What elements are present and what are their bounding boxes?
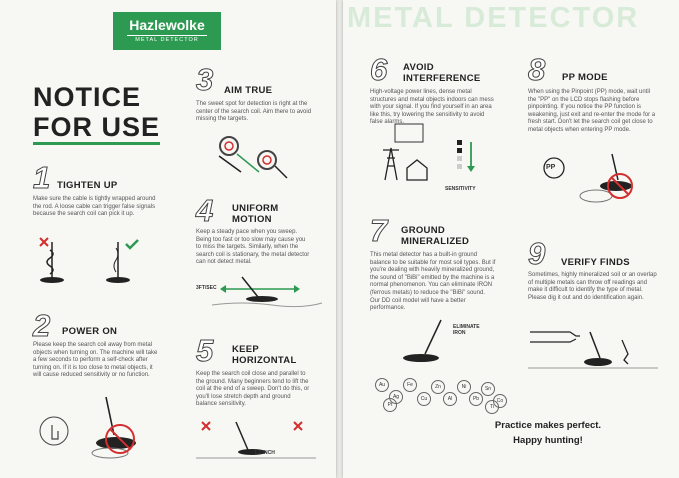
arrow-icon — [220, 285, 300, 293]
step-9-text: Sometimes, highly mineralized soil or an overlap of multiple metals can throw off readings and make it difficult to identify the type of metal. Please dig it out and do identification again. — [528, 272, 657, 301]
step-9-title: VERIFY FINDS — [561, 257, 630, 268]
metal-symbol: Co — [493, 394, 507, 408]
step-2-title: POWER ON — [62, 326, 118, 337]
step-8-title: PP MODE — [562, 72, 608, 83]
height-label: 1-2 INCH — [254, 450, 275, 456]
arrow-icon — [467, 142, 475, 172]
step-7-number: 7 — [370, 213, 388, 248]
cross-icon — [294, 422, 302, 430]
metal-symbol: Ti — [485, 400, 499, 414]
metal-symbol: Ni — [457, 380, 471, 394]
step-4-title-line-2: MOTION — [232, 214, 272, 225]
eliminate-label-line-1: ELIMINATE — [453, 324, 480, 330]
step-5-number: 5 — [196, 333, 214, 368]
step-5-title-line-2: HORIZONTAL — [232, 355, 297, 366]
check-icon — [126, 240, 138, 248]
metal-symbol: Zn — [431, 380, 445, 394]
sensitivity-label: SENSITIVITY — [445, 186, 476, 192]
step-4-illustration — [212, 275, 322, 310]
step-5-title-line-1: KEEP — [232, 344, 260, 355]
step-5-title — [232, 344, 297, 366]
shovel-icon — [622, 340, 628, 364]
step-2-number: 2 — [33, 308, 51, 343]
step-6-title-line-1: AVOID — [403, 62, 434, 73]
step-1-illustration — [30, 232, 150, 288]
step-5-illustration — [196, 416, 316, 464]
page-title — [33, 82, 160, 145]
metal-symbol: Sn — [481, 382, 495, 396]
target-icon — [220, 137, 238, 155]
target-icon — [258, 151, 276, 169]
brand-logo — [113, 12, 221, 50]
step-3-illustration — [215, 132, 295, 182]
metal-symbol: Pt — [383, 398, 397, 412]
cross-icon — [202, 422, 210, 430]
metal-symbol: Au — [375, 378, 389, 392]
speed-label: 3FT/SEC — [196, 285, 217, 291]
step-6-illustration — [371, 120, 501, 190]
step-4-number: 4 — [196, 193, 214, 228]
closing-message — [438, 418, 658, 448]
cross-icon — [40, 238, 48, 246]
left-page — [0, 0, 336, 478]
step-7-text: This metal detector has a built-in ground balance to be suitable for most soil types. But if you're dealing with heavily mineralized ground, the sound of "BiBi" emitted by the machine is a normal phenomenon. You can eliminate IRON (ferrous metals) to reduce the "BiBi" sound. Our DD coil model will have a better performance. — [370, 252, 496, 312]
step-3-number: 3 — [196, 62, 214, 97]
closing-line-2: Happy hunting! — [513, 435, 583, 446]
step-3-title: AIM TRUE — [224, 85, 273, 96]
step-2-text: Please keep the search coil away from metal objects when turning on. The machine will take a few seconds to perform a self-check after turning on. If it is too close to metal objects, it will cause reduced sensitivity or no function. — [33, 342, 158, 379]
step-1-number: 1 — [33, 160, 51, 195]
brand-name: Hazlewolke — [129, 17, 205, 33]
step-6-title — [403, 62, 481, 84]
brand-tagline: METAL DETECTOR — [127, 35, 207, 45]
step-7-title-line-2: MINERALIZED — [401, 236, 470, 247]
watermark: METAL DETECTOR — [347, 2, 640, 34]
step-4-title-line-1: UNIFORM — [232, 203, 279, 214]
finger-tap-icon — [40, 417, 68, 445]
pp-badge: PP — [546, 164, 556, 171]
step-5-text: Keep the search coil close and parallel to the ground. Many beginners tend to lift the coil at the end of a sweep. Don't do this, or you'll lose stretch depth and ground balance sensitivity. — [196, 371, 310, 408]
title-line-2: FOR USE — [33, 112, 160, 145]
step-6-text: High-voltage power lines, dense metal structures and metal objects indoors can mess with your signal. If you find yourself in an area like this, try lowering the sensitivity to avoid false alarms. — [370, 89, 494, 126]
right-page — [343, 0, 679, 478]
step-6-number: 6 — [370, 52, 388, 87]
power-tower-icon — [383, 148, 399, 180]
step-3-text: The sweet spot for detection is right at the center of the search coil. Aim there to avoid missing the targets. — [196, 101, 312, 123]
step-4-title — [232, 203, 278, 225]
eliminate-label-line-2: IRON — [453, 330, 466, 336]
metal-symbol: Fe — [403, 378, 417, 392]
step-9-number: 9 — [528, 236, 546, 271]
step-8-text: When using the Pinpoint (PP) mode, wait until the "PP" on the LCD stops flashing before pinpointing. If you notice the PP function is weakening, just exit and re-enter the mode for a fresh start. Don't let the search coil get close to metal objects when entering PP mode. — [528, 89, 656, 133]
step-9-illustration — [528, 318, 658, 378]
metal-symbol: Ag — [389, 390, 403, 404]
step-6-title-line-2: INTERFERENCE — [403, 73, 481, 84]
title-line-1: NOTICE — [33, 82, 142, 112]
step-4-text: Keep a steady pace when you sweep. Being too fast or too slow may cause you to miss the targets. Similarly, when the search coil is stationary, the metal detector can not detect metal. — [196, 229, 310, 266]
metal-symbol: Pb — [469, 392, 483, 406]
metal-symbol: Cu — [417, 392, 431, 406]
step-8-illustration — [538, 152, 658, 217]
step-1-text: Make sure the cable is tightly wrapped around the rod. A loose cable can trigger false signals because the search coil can pick it up. — [33, 196, 156, 218]
closing-line-1: Practice makes perfect. — [494, 420, 602, 431]
step-1-title: TIGHTEN UP — [57, 180, 118, 191]
step-7-title-line-1: GROUND — [401, 225, 446, 236]
house-icon — [407, 160, 427, 180]
step-2-illustration — [38, 395, 148, 465]
step-7-title — [401, 225, 469, 247]
step-8-number: 8 — [528, 52, 546, 87]
metal-symbol: Al — [443, 392, 457, 406]
